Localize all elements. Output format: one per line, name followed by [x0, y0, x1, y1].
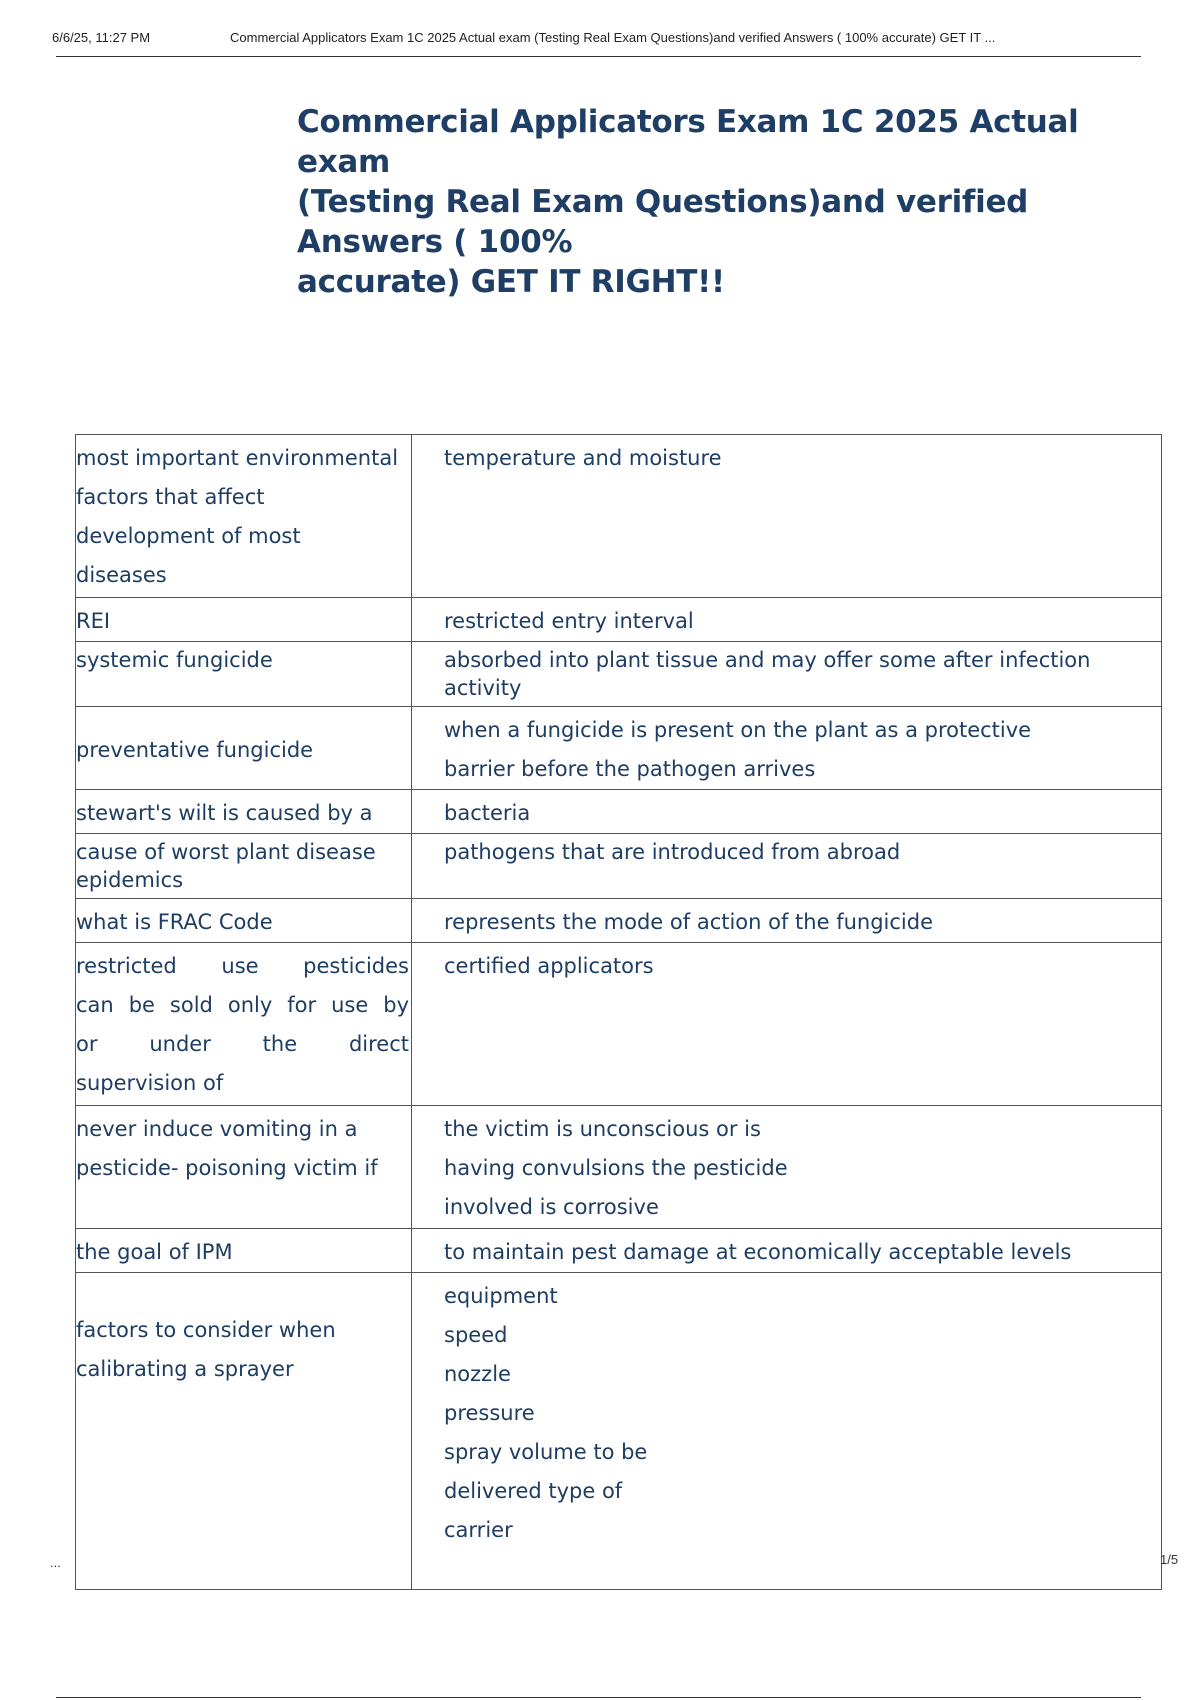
cell-text-line: barrier before the pathogen arrives	[444, 757, 816, 781]
cell-text-line: development of most	[76, 524, 301, 548]
question-cell	[76, 899, 412, 943]
cell-text-line: pathogens that are introduced from abroad	[444, 840, 901, 864]
question-cell	[76, 1229, 412, 1273]
question-cell	[76, 790, 412, 834]
cell-text-line: nozzle	[444, 1362, 511, 1386]
cell-text-line: to maintain pest damage at economically acceptable levels	[444, 1240, 1072, 1264]
cell-text-line: preventative fungicide	[76, 737, 314, 762]
cell-text-line: never induce vomiting in a	[76, 1117, 358, 1141]
answer-cell	[412, 707, 1162, 790]
cell-text-line: having convulsions the pesticide	[444, 1156, 788, 1180]
cell-text-line: epidemics	[76, 868, 184, 892]
table-row	[76, 834, 1162, 899]
qa-table	[75, 434, 1162, 1590]
question-cell	[76, 707, 412, 790]
title-line: (Testing Real Exam Questions)and verified Answers ( 100%	[297, 184, 1029, 260]
answer-cell	[412, 435, 1162, 598]
question-cell	[76, 1106, 412, 1229]
cell-text-line: bacteria	[444, 801, 531, 825]
answer-cell	[412, 790, 1162, 834]
footer-ellipsis: ...	[50, 1555, 61, 1570]
cell-text-line: pressure	[444, 1401, 535, 1425]
question-cell	[76, 598, 412, 642]
question-cell	[76, 435, 412, 598]
footer-divider	[56, 1697, 1141, 1698]
cell-text-line: spray volume to be	[444, 1440, 648, 1464]
cell-text-line: carrier	[444, 1518, 513, 1542]
cell-text-line: certified applicators	[444, 954, 654, 978]
cell-text-line: pesticide- poisoning victim if	[76, 1156, 378, 1180]
table-row	[76, 707, 1162, 790]
table-row	[76, 790, 1162, 834]
cell-text-line: REI	[76, 609, 111, 633]
cell-text-line: temperature and moisture	[444, 446, 722, 470]
cell-text-line: can be sold only for use by	[76, 993, 409, 1017]
print-datetime: 6/6/25, 11:27 PM	[52, 30, 151, 45]
table-row	[76, 598, 1162, 642]
title-line: accurate) GET IT RIGHT!!	[297, 264, 725, 300]
cell-text-line: when a fungicide is present on the plant as a protective	[444, 718, 1032, 742]
print-header	[52, 28, 1162, 50]
cell-text-line: restricted entry interval	[444, 609, 694, 633]
table-row	[76, 943, 1162, 1106]
cell-text-line: speed	[444, 1323, 508, 1347]
cell-text-line: restricted use pesticides	[76, 954, 409, 978]
cell-text-line: delivered type of	[444, 1479, 623, 1503]
cell-text-line: the goal of IPM	[76, 1240, 233, 1264]
cell-text-line: equipment	[444, 1284, 558, 1308]
table-row	[76, 642, 1162, 707]
table-row	[76, 1273, 1162, 1590]
page-title	[297, 102, 1167, 302]
answer-cell	[412, 943, 1162, 1106]
table-row	[76, 435, 1162, 598]
cell-text-line: factors that affect	[76, 485, 265, 509]
answer-cell	[412, 899, 1162, 943]
header-divider	[56, 56, 1141, 57]
print-doc-title: Commercial Applicators Exam 1C 2025 Actual exam (Testing Real Exam Questions)and verified Answers ( 100% accurate) GET IT ...	[230, 30, 996, 45]
cell-text-line: absorbed into plant tissue and may offer some after infection	[444, 648, 1091, 672]
cell-text-line: most important environmental	[76, 446, 399, 470]
title-line: Commercial Applicators Exam 1C 2025 Actual exam	[297, 104, 1079, 180]
cell-text-line: the victim is unconscious or is	[444, 1117, 761, 1141]
question-cell	[76, 943, 412, 1106]
answer-cell	[412, 834, 1162, 899]
table-row	[76, 899, 1162, 943]
table-row	[76, 1229, 1162, 1273]
table-row	[76, 1106, 1162, 1229]
cell-text-line: activity	[444, 676, 522, 700]
cell-text-line: or under the direct	[76, 1032, 409, 1056]
answer-cell	[412, 1229, 1162, 1273]
cell-text-line: calibrating a sprayer	[76, 1357, 294, 1381]
cell-text-line: cause of worst plant disease	[76, 840, 376, 864]
answer-cell	[412, 642, 1162, 707]
cell-text-line: diseases	[76, 563, 167, 587]
cell-text-line: factors to consider when	[76, 1318, 336, 1342]
cell-text-line: systemic fungicide	[76, 648, 273, 672]
page-number: 1/5	[1160, 1552, 1179, 1567]
cell-text-line: stewart's wilt is caused by a	[76, 801, 373, 825]
question-cell	[76, 1273, 412, 1590]
cell-text-line: what is FRAC Code	[76, 910, 273, 934]
answer-cell	[412, 1273, 1162, 1590]
cell-text-line: represents the mode of action of the fungicide	[444, 910, 933, 934]
answer-cell	[412, 598, 1162, 642]
question-cell	[76, 642, 412, 707]
cell-text-line: supervision of	[76, 1071, 224, 1095]
cell-text-line: involved is corrosive	[444, 1195, 659, 1219]
answer-cell	[412, 1106, 1162, 1229]
question-cell	[76, 834, 412, 899]
